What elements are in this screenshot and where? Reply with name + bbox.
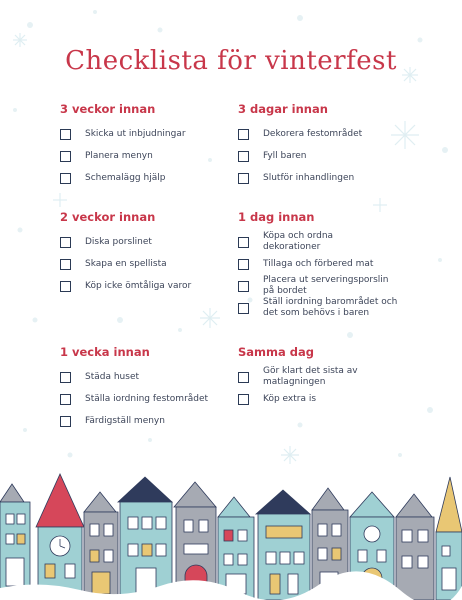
section-title: 1 dag innan — [238, 210, 315, 224]
checkbox[interactable] — [238, 129, 249, 140]
item-label: Städa huset — [85, 371, 140, 382]
checklist-item — [238, 388, 413, 410]
checklist-item — [238, 275, 413, 297]
section-3-weeks — [60, 101, 240, 189]
item-label: Diska porslinet — [85, 236, 152, 247]
item-label: Tillaga och förbered mat — [263, 258, 374, 269]
checkbox[interactable] — [238, 372, 249, 383]
item-label: Köpa och ordna dekorationer — [263, 231, 334, 252]
section-same-day — [238, 344, 413, 410]
checklist-item — [60, 123, 240, 145]
checkbox[interactable] — [60, 237, 71, 248]
checkbox[interactable] — [238, 281, 249, 292]
checkbox[interactable] — [60, 129, 71, 140]
section-title: Samma dag — [238, 345, 314, 359]
item-label: Köp icke ömtåliga varor — [85, 280, 192, 291]
checklist-item — [238, 366, 413, 388]
checklist-item — [60, 145, 240, 167]
checkbox[interactable] — [238, 303, 249, 314]
checkbox[interactable] — [60, 416, 71, 427]
house-illustration — [396, 494, 434, 600]
section-title: 2 veckor innan — [60, 210, 156, 224]
item-label: Schemalägg hjälp — [85, 172, 166, 183]
house-illustration — [36, 474, 84, 600]
item-label: Köp extra is — [263, 393, 317, 404]
checklist-item — [60, 167, 240, 189]
checklist-item — [238, 297, 413, 319]
section-title: 3 veckor innan — [60, 102, 156, 116]
item-label: Färdigställ menyn — [85, 415, 165, 426]
item-label: Skicka ut inbjudningar — [85, 128, 186, 139]
checklist-item — [238, 253, 413, 275]
checklist-item — [60, 388, 240, 410]
winter-town-illustration — [0, 462, 462, 600]
checkbox[interactable] — [238, 394, 249, 405]
checkbox[interactable] — [60, 173, 71, 184]
checklist-item — [60, 231, 240, 253]
house-illustration — [218, 497, 254, 600]
checklist-item — [238, 231, 413, 253]
item-label: Skapa en spellista — [85, 258, 167, 269]
checklist-item — [60, 253, 240, 275]
checklist-item — [238, 167, 418, 189]
checkbox[interactable] — [60, 259, 71, 270]
item-label: Placera ut serveringsporslin på bordet — [263, 275, 389, 296]
checklist-item — [60, 366, 240, 388]
section-1-day — [238, 209, 413, 319]
section-2-weeks — [60, 209, 240, 297]
checkbox[interactable] — [238, 259, 249, 270]
checkbox[interactable] — [60, 372, 71, 383]
checkbox[interactable] — [60, 394, 71, 405]
item-label: Fyll baren — [263, 150, 307, 161]
item-label: Ställa iordning festområdet — [85, 393, 209, 404]
section-title: 3 dagar innan — [238, 102, 328, 116]
checkbox[interactable] — [60, 281, 71, 292]
checklist-item — [238, 145, 418, 167]
checklist-item — [238, 123, 418, 145]
section-3-days — [238, 101, 418, 189]
page-title: Checklista för vinterfest — [65, 46, 397, 76]
checkbox[interactable] — [238, 237, 249, 248]
house-illustration — [436, 477, 462, 600]
checklist-item — [60, 275, 240, 297]
checkbox[interactable] — [238, 151, 249, 162]
house-illustration — [84, 492, 118, 600]
item-label: Slutför inhandlingen — [263, 172, 355, 183]
item-label: Planera menyn — [85, 150, 153, 161]
house-illustration — [118, 477, 172, 600]
house-illustration — [0, 484, 30, 600]
checklist-item — [60, 410, 240, 432]
house-illustration — [256, 490, 310, 600]
item-label: Gör klart det sista av matlagningen — [263, 366, 358, 387]
section-1-week — [60, 344, 240, 432]
item-label: Ställ iordning barområdet och det som behövs i baren — [263, 297, 398, 318]
checkbox[interactable] — [238, 173, 249, 184]
item-label: Dekorera festområdet — [263, 128, 363, 139]
checkbox[interactable] — [60, 151, 71, 162]
section-title: 1 vecka innan — [60, 345, 150, 359]
